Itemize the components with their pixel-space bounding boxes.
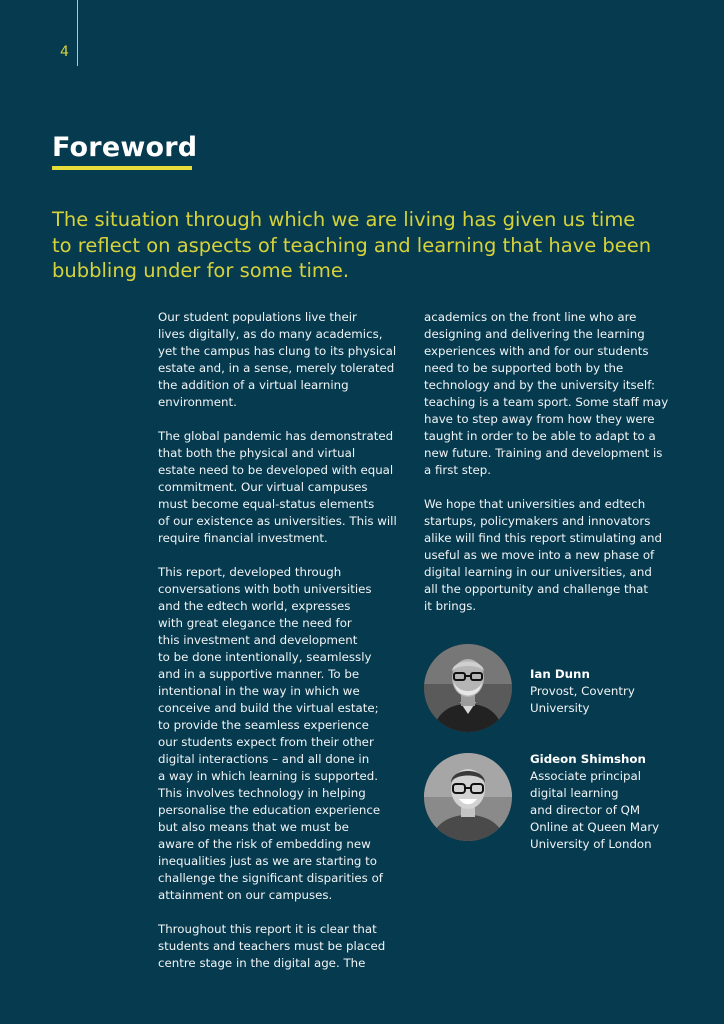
text-line: This report, developed through [158, 565, 342, 579]
text-line: conceive and build the virtual estate; [158, 701, 379, 715]
text-line: We hope that universities and edtech [424, 497, 646, 511]
text-line: taught in order to be able to adapt to a [424, 429, 656, 443]
text-line: all the opportunity and challenge that [424, 582, 648, 596]
text-line: This involves technology in helping [158, 786, 366, 800]
text-line: technology and by the university itself: [424, 378, 655, 392]
signatory-role-line: Associate principal [530, 769, 642, 783]
text-line: startups, policymakers and innovators [424, 514, 651, 528]
signatory-role-line: University of London [530, 837, 652, 851]
text-line: new future. Training and development is [424, 446, 663, 460]
signatory-role-line: Online at Queen Mary [530, 820, 660, 834]
page-title: Foreword [52, 132, 198, 163]
text-line: Our student populations live their [158, 310, 357, 324]
text-line: digital interactions – and all done in [158, 752, 370, 766]
portrait-photo-icon [424, 753, 512, 841]
paragraph [158, 564, 408, 904]
text-line: useful as we move into a new phase of [424, 548, 655, 562]
portrait-illustration [424, 644, 512, 732]
signatory-name: Ian Dunn [530, 667, 590, 681]
text-line: The global pandemic has demonstrated [158, 429, 394, 443]
text-line: yet the campus has clung to its physical [158, 344, 397, 358]
text-line: attainment on our campuses. [158, 888, 333, 902]
text-line: and in a supportive manner. To be [158, 667, 360, 681]
text-line: aware of the risk of embedding new [158, 837, 371, 851]
text-line: commitment. Our virtual campuses [158, 480, 368, 494]
signatory-details [530, 751, 659, 853]
text-line: intentional in the way in which we [158, 684, 360, 698]
text-line: it brings. [424, 599, 477, 613]
text-line: must become equal-status elements [158, 497, 375, 511]
text-line: that both the physical and virtual [158, 446, 356, 460]
paragraph [424, 309, 676, 479]
text-line: have to step away from how they were [424, 412, 655, 426]
paragraph [158, 428, 408, 547]
portrait-illustration [424, 753, 512, 841]
paragraph [424, 496, 676, 615]
text-line: alike will find this report stimulating and [424, 531, 662, 545]
text-line: estate and, in a sense, merely tolerated [158, 361, 395, 375]
text-line: experiences with and for our students [424, 344, 649, 358]
text-line: require financial investment. [158, 531, 328, 545]
signatory-role-line: and director of QM [530, 803, 641, 817]
signatory-role-line: digital learning [530, 786, 619, 800]
signatory-role-line: Provost, Coventry [530, 684, 635, 698]
text-line: with great elegance the need for [158, 616, 352, 630]
text-line: this investment and development [158, 633, 358, 647]
text-line: Throughout this report it is clear that [158, 922, 377, 936]
text-line: but also means that we must be [158, 820, 349, 834]
text-line: inequalities just as we are starting to [158, 854, 378, 868]
signatory-details [530, 666, 635, 717]
signatory-role-line: University [530, 701, 590, 715]
text-line: estate need to be developed with equal [158, 463, 394, 477]
text-line: our students expect from their other [158, 735, 374, 749]
paragraph [158, 921, 408, 972]
right-text-column [424, 309, 676, 632]
text-line: challenge the significant disparities of [158, 871, 383, 885]
left-text-column [158, 309, 408, 989]
intro-quote: The situation through which we are living has given us time to reflect on aspects of teaching and learning that have been bubbling under for some time. [52, 208, 652, 282]
text-line: lives digitally, as do many academics, [158, 327, 383, 341]
text-line: designing and delivering the learning [424, 327, 645, 341]
text-line: centre stage in the digital age. The [158, 956, 366, 970]
text-line: the addition of a virtual learning [158, 378, 349, 392]
text-line: students and teachers must be placed [158, 939, 386, 953]
text-line: a way in which learning is supported. [158, 769, 379, 783]
text-line: need to be supported both by the [424, 361, 624, 375]
text-line: to provide the seamless experience [158, 718, 369, 732]
text-line: to be done intentionally, seamlessly [158, 650, 372, 664]
text-line: conversations with both universities [158, 582, 372, 596]
page-number: 4 [60, 44, 69, 60]
paragraph [158, 309, 408, 411]
text-line: teaching is a team sport. Some staff may [424, 395, 669, 409]
portrait-photo-icon [424, 644, 512, 732]
text-line: environment. [158, 395, 237, 409]
text-line: digital learning in our universities, and [424, 565, 652, 579]
top-divider-line [77, 0, 78, 66]
text-line: of our existence as universities. This will [158, 514, 397, 528]
signatory-ian-dunn [424, 644, 684, 736]
text-line: personalise the education experience [158, 803, 381, 817]
signatory-name: Gideon Shimshon [530, 752, 646, 766]
title-underline [52, 166, 192, 170]
text-line: a first step. [424, 463, 492, 477]
signatory-gideon-shimshon [424, 752, 684, 851]
text-line: and the edtech world, expresses [158, 599, 351, 613]
text-line: academics on the front line who are [424, 310, 637, 324]
